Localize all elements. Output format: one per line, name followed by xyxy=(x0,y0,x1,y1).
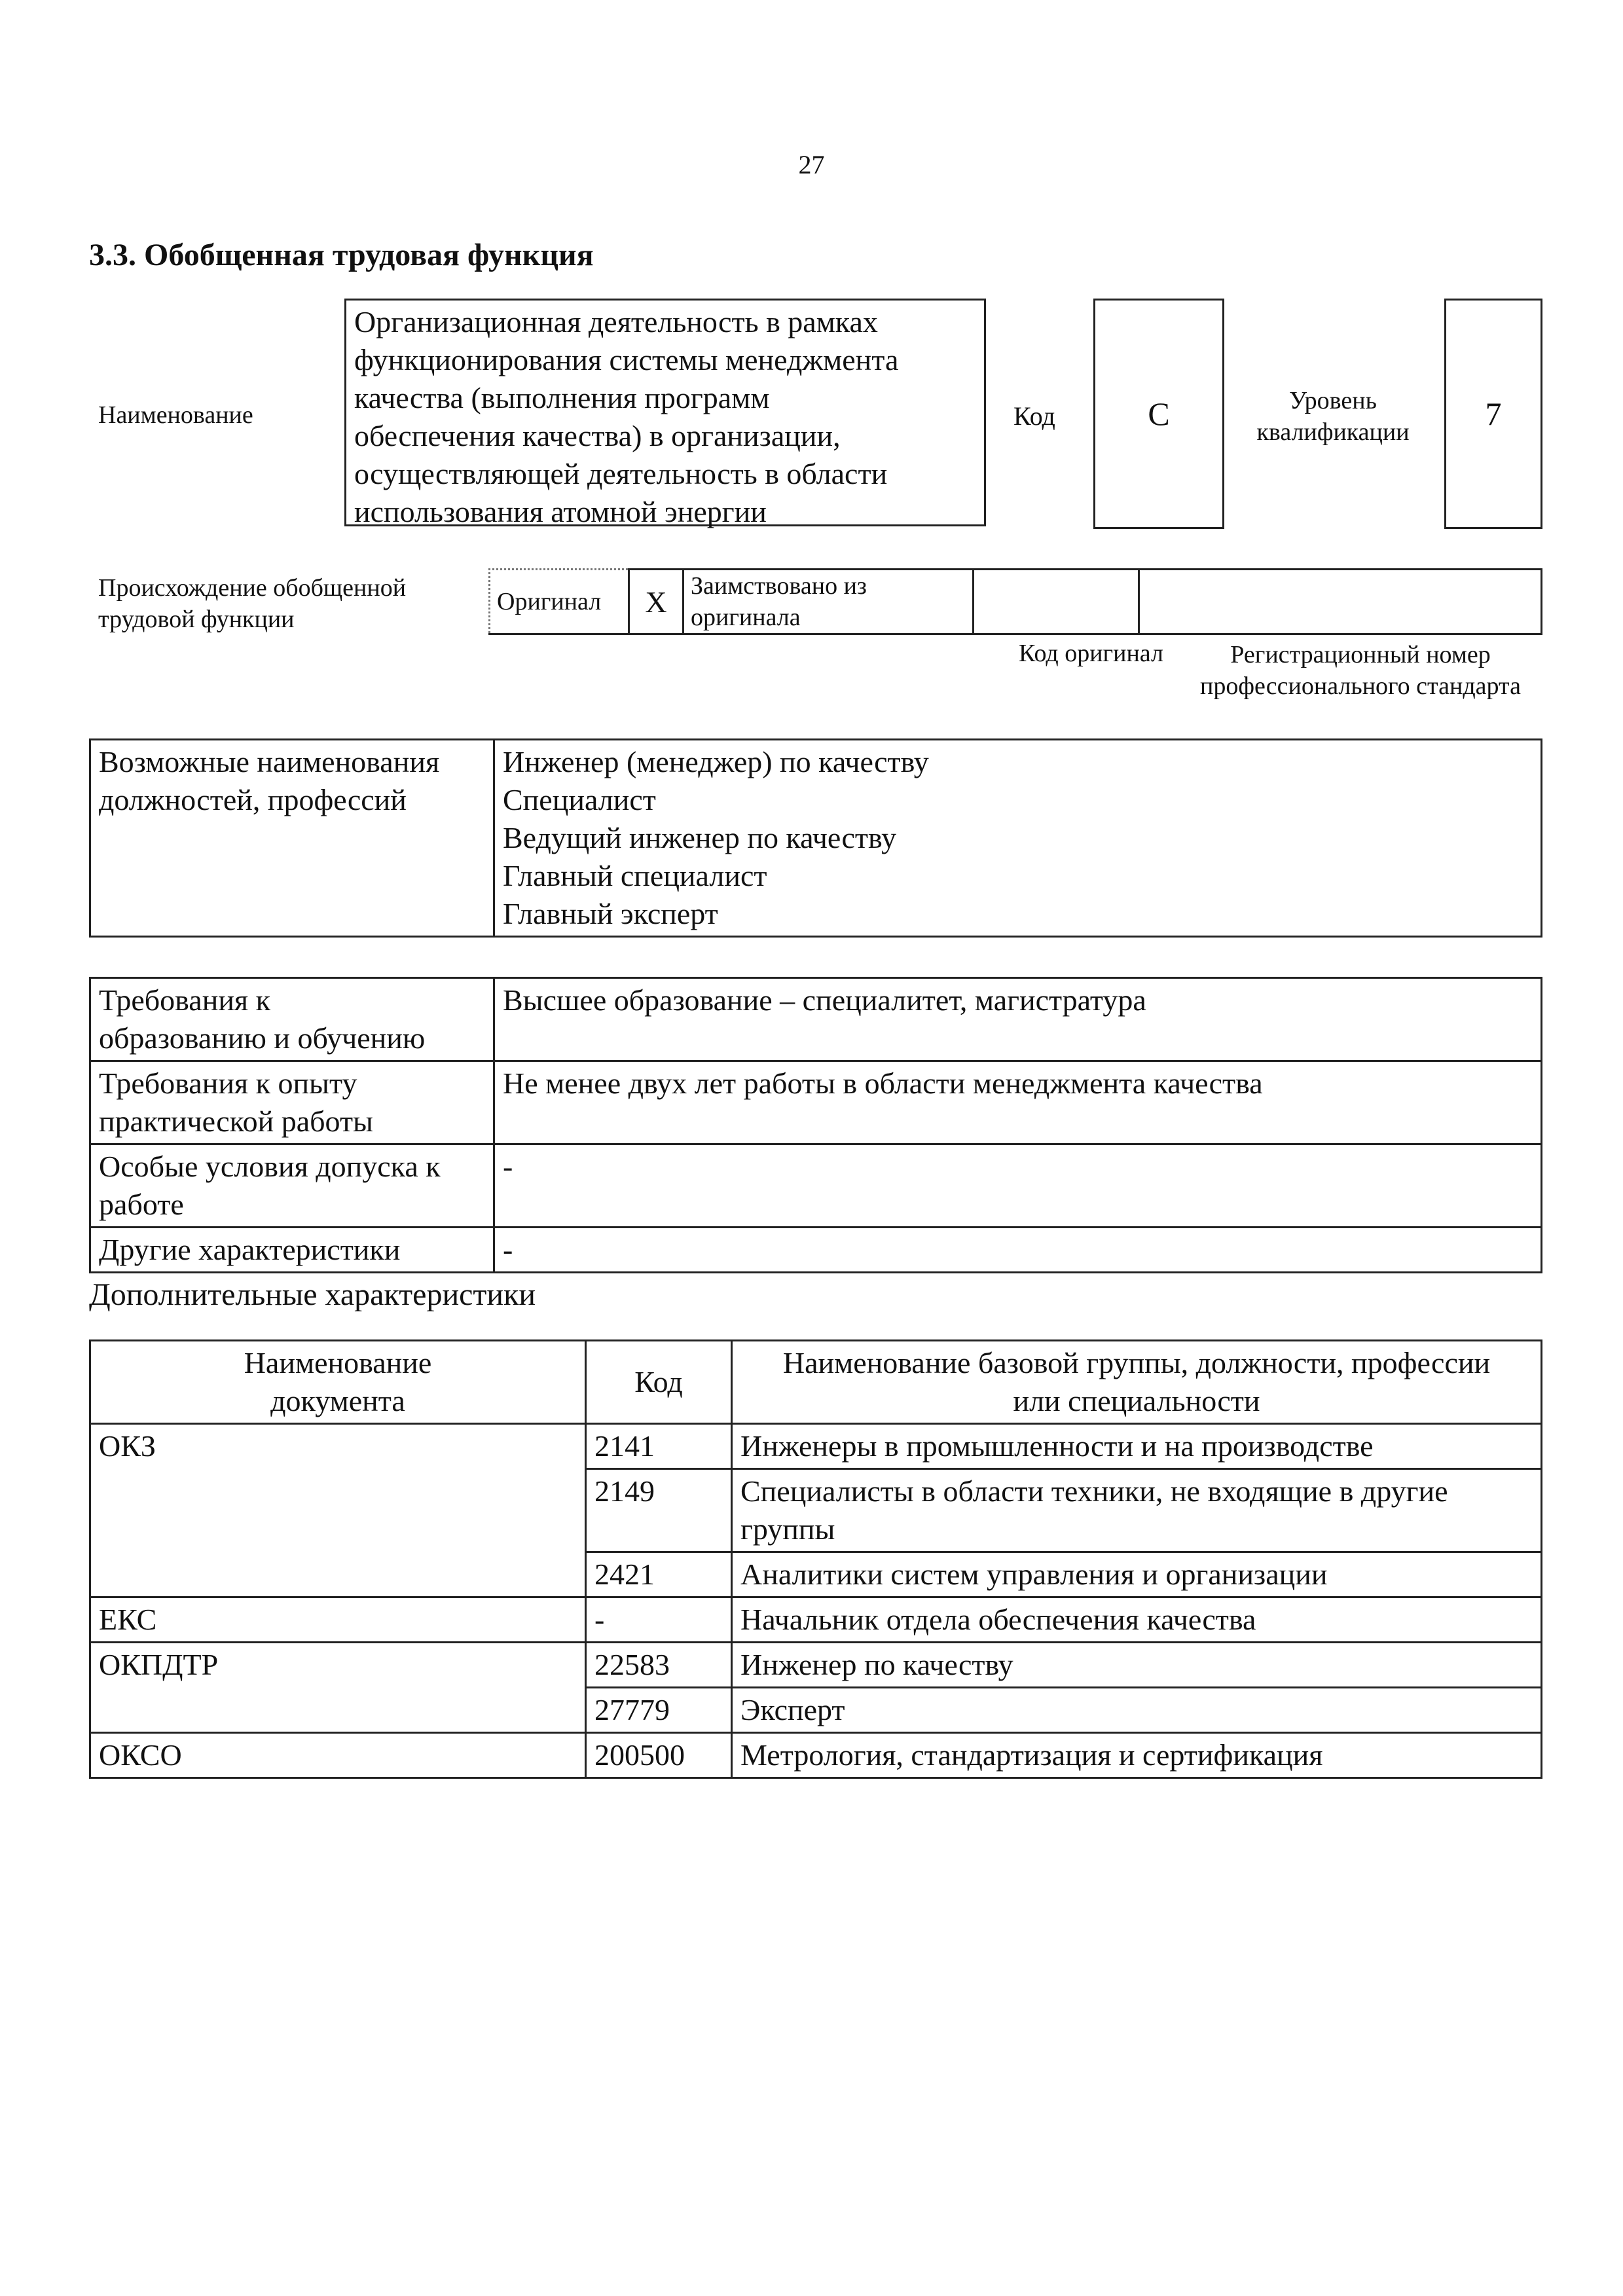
extra-name: Метрология, стандартизация и сертификация xyxy=(732,1733,1542,1778)
extra-header-name-line: Наименование базовой группы, должности, профессии xyxy=(782,1346,1491,1379)
function-name-line: обеспечения качества) в организации, xyxy=(354,419,841,452)
extra-code: 2421 xyxy=(586,1552,732,1597)
function-name-line: осуществляющей деятельность в области xyxy=(354,457,888,490)
requirement-label-line: Требования к xyxy=(99,983,270,1017)
requirement-value: - xyxy=(494,1228,1542,1273)
positions-table xyxy=(89,738,1542,938)
extra-code: - xyxy=(586,1597,732,1643)
requirement-label-cell xyxy=(90,978,494,1061)
origin-label-line: Происхождение обобщенной xyxy=(98,574,407,602)
requirement-label-line: Особые условия допуска к xyxy=(99,1150,441,1183)
positions-label-line: должностей, профессий xyxy=(99,783,407,816)
extra-header-name-line: или специальности xyxy=(1013,1384,1260,1417)
requirement-label-line: работе xyxy=(99,1188,184,1221)
requirements-table xyxy=(89,977,1542,1273)
extra-doc: ОКЗ xyxy=(90,1424,586,1597)
extra-header-doc xyxy=(90,1341,586,1424)
function-name-line: функционирования системы менеджмента xyxy=(354,343,899,376)
extra-row xyxy=(90,1424,1542,1469)
level-value: 7 xyxy=(1444,299,1542,529)
level-label-line: квалификации xyxy=(1256,418,1410,446)
requirement-row xyxy=(90,1228,1542,1273)
requirement-row xyxy=(90,978,1542,1061)
extra-table xyxy=(89,1339,1542,1779)
origin-original-cell xyxy=(490,570,629,634)
requirement-value: Не менее двух лет работы в области менеджмента качества xyxy=(494,1061,1542,1144)
requirement-row xyxy=(90,1144,1542,1228)
extra-doc: ЕКС xyxy=(90,1597,586,1643)
level-label xyxy=(1243,385,1423,448)
section-title: 3.3. Обобщенная трудовая функция xyxy=(89,238,594,272)
positions-label-line: Возможные наименования xyxy=(99,745,440,778)
extra-name: Аналитики систем управления и организации xyxy=(732,1552,1542,1597)
extra-header-doc-line: Наименование xyxy=(244,1346,432,1379)
extra-doc: ОКПДТР xyxy=(90,1643,586,1733)
positions-list-cell xyxy=(494,740,1542,937)
function-name-box xyxy=(344,299,986,526)
function-name-line: использования атомной энергии xyxy=(354,495,767,528)
extra-name: Инженер по качеству xyxy=(732,1643,1542,1688)
position-item: Главный специалист xyxy=(503,859,767,892)
positions-label-cell xyxy=(90,740,494,937)
requirement-label-line: Другие характеристики xyxy=(99,1233,401,1266)
extra-code: 2141 xyxy=(586,1424,732,1469)
reg-number-line: Регистрационный номер xyxy=(1230,641,1491,668)
position-item: Специалист xyxy=(503,783,656,816)
extra-code: 200500 xyxy=(586,1733,732,1778)
code-value: C xyxy=(1093,299,1224,529)
extra-name-cell xyxy=(732,1469,1542,1552)
extra-code: 2149 xyxy=(586,1469,732,1552)
function-name-line: Организационная деятельность в рамках xyxy=(354,305,878,338)
origin-label-line: трудовой функции xyxy=(98,606,295,633)
extra-name-line: Специалисты в области техники, не входящие в другие xyxy=(740,1474,1448,1508)
function-name-line: качества (выполнения программ xyxy=(354,381,770,414)
code-label: Код xyxy=(1013,401,1055,431)
requirement-label-cell xyxy=(90,1144,494,1228)
level-label-line: Уровень xyxy=(1289,387,1377,414)
origin-mark: X xyxy=(645,585,667,619)
extra-code: 27779 xyxy=(586,1688,732,1733)
position-item: Ведущий инженер по качеству xyxy=(503,821,897,854)
extra-name: Эксперт xyxy=(732,1688,1542,1733)
origin-label xyxy=(98,572,406,635)
name-label: Наименование xyxy=(98,401,253,429)
extra-header-doc-line: документа xyxy=(270,1384,405,1417)
extra-header-name xyxy=(732,1341,1542,1424)
extra-code: 22583 xyxy=(586,1643,732,1688)
origin-borrowed-line: оригинала xyxy=(691,604,801,631)
origin-borrowed-cell xyxy=(684,570,974,634)
page-number: 27 xyxy=(798,150,825,179)
requirement-label-line: Требования к опыту xyxy=(99,1066,357,1100)
requirement-row xyxy=(90,1061,1542,1144)
reg-number-line: профессионального стандарта xyxy=(1200,672,1521,700)
origin-table xyxy=(488,568,1542,635)
requirement-label-line: образованию и обучению xyxy=(99,1021,426,1055)
extra-name: Инженеры в промышленности и на производстве xyxy=(732,1424,1542,1469)
extra-header-row xyxy=(90,1341,1542,1424)
extra-name: Начальник отдела обеспечения качества xyxy=(732,1597,1542,1643)
requirement-label-line: практической работы xyxy=(99,1104,373,1138)
extra-title: Дополнительные характеристики xyxy=(89,1277,536,1312)
extra-doc: ОКСО xyxy=(90,1733,586,1778)
requirement-value: Высшее образование – специалитет, магистратура xyxy=(494,978,1542,1061)
requirement-value: - xyxy=(494,1144,1542,1228)
extra-header-code: Код xyxy=(586,1341,732,1424)
origin-regnumber-cell xyxy=(1139,570,1542,634)
position-item: Инженер (менеджер) по качеству xyxy=(503,745,929,778)
extra-row xyxy=(90,1733,1542,1778)
origin-original: Оригинал xyxy=(497,588,602,615)
extra-name-line: группы xyxy=(740,1512,835,1546)
code-original-caption: Код оригинал xyxy=(1019,640,1163,667)
extra-row xyxy=(90,1597,1542,1643)
reg-number-caption xyxy=(1178,639,1542,702)
position-item: Главный эксперт xyxy=(503,897,718,930)
extra-row xyxy=(90,1643,1542,1688)
origin-mark-cell xyxy=(629,570,684,634)
requirement-label-cell xyxy=(90,1228,494,1273)
origin-borrowed-line: Заимствовано из xyxy=(691,572,867,600)
requirement-label-cell xyxy=(90,1061,494,1144)
origin-code-cell xyxy=(974,570,1139,634)
